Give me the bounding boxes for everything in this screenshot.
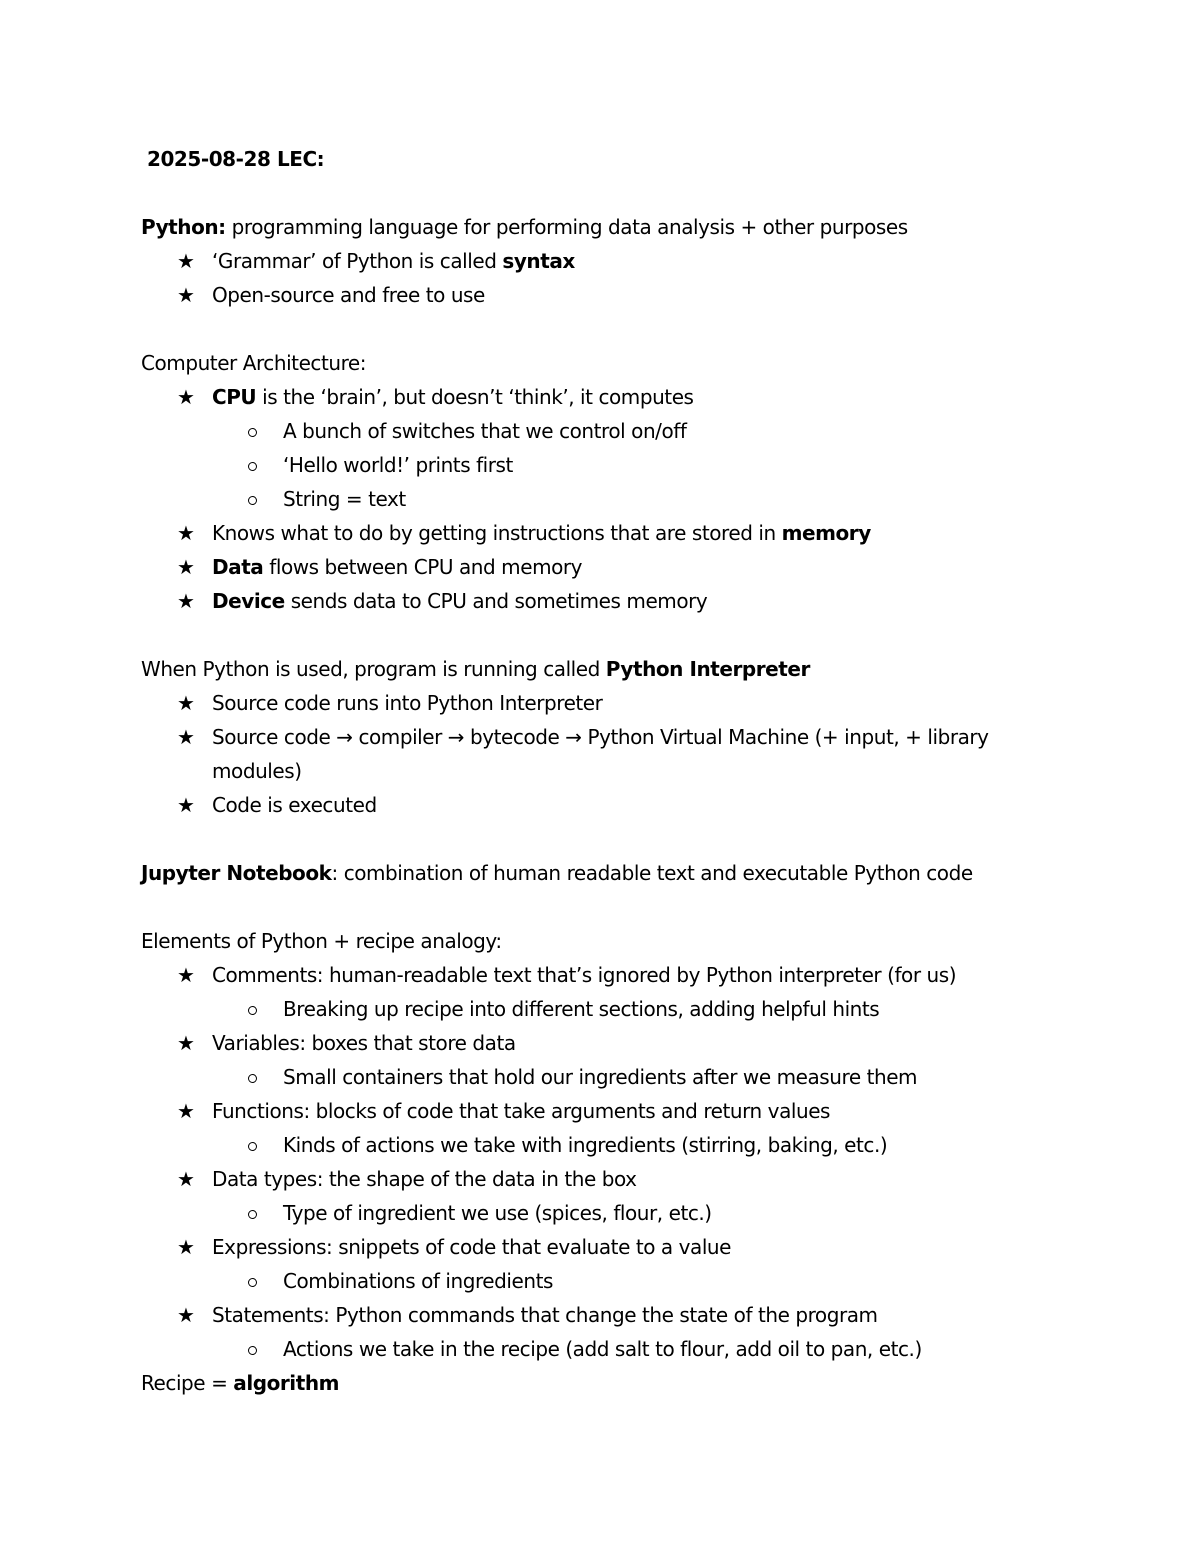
interpreter-paragraph <box>141 652 1061 686</box>
bullet-expressions <box>141 1230 1061 1264</box>
bullet-text: ‘Grammar’ of Python is called <box>212 249 503 273</box>
paragraph-bold: Python Interpreter <box>605 657 810 681</box>
sub-bullet-expressions <box>141 1264 1061 1298</box>
sub-bullet-text: A bunch of switches that we control on/off <box>283 419 687 443</box>
bullet-bold: memory <box>781 521 871 545</box>
spacer <box>141 176 1061 210</box>
bullet-bold: syntax <box>502 249 575 273</box>
circle-bullet-icon <box>248 462 257 471</box>
spacer <box>141 618 1061 652</box>
star-bullet-icon: ★ <box>177 521 195 545</box>
bullet-text: Expressions: snippets of code that evaluate to a value <box>212 1235 732 1259</box>
computer-architecture-heading: Computer Architecture: <box>141 351 367 375</box>
bullet-text: is the ‘brain’, but doesn’t ‘think’, it computes <box>256 385 694 409</box>
star-bullet-icon: ★ <box>177 963 195 987</box>
elements-heading: Elements of Python + recipe analogy: <box>141 929 502 953</box>
sub-bullet-comments <box>141 992 1061 1026</box>
sub-bullet-text: Breaking up recipe into different sections, adding helpful hints <box>283 997 880 1021</box>
bullet-text: Statements: Python commands that change the state of the program <box>212 1303 878 1327</box>
star-bullet-icon: ★ <box>177 725 195 749</box>
sub-bullet-text: Small containers that hold our ingredients after we measure them <box>283 1065 918 1089</box>
paragraph-text: : combination of human readable text and executable Python code <box>331 861 973 885</box>
bullet-bold: Data <box>212 555 264 579</box>
bullet-bold: CPU <box>212 385 257 409</box>
bullet-compile-flow <box>141 720 1061 788</box>
paragraph-bold: Jupyter Notebook <box>141 861 332 885</box>
star-bullet-icon: ★ <box>177 1303 195 1327</box>
star-bullet-icon: ★ <box>177 555 195 579</box>
document-page <box>141 142 1061 1400</box>
bullet-text: Open-source and free to use <box>212 283 485 307</box>
bullet-text: sends data to CPU and sometimes memory <box>284 589 708 613</box>
bullet-text: Comments: human-readable text that’s ignored by Python interpreter (for us) <box>212 963 957 987</box>
bullet-functions <box>141 1094 1061 1128</box>
bullet-memory <box>141 516 1061 550</box>
bullet-text: Variables: boxes that store data <box>212 1031 516 1055</box>
sub-bullet-hello-world <box>141 448 1061 482</box>
bullet-text: Knows what to do by getting instructions that are stored in <box>212 521 782 545</box>
sub-bullet-text: Kinds of actions we take with ingredients (stirring, baking, etc.) <box>283 1133 888 1157</box>
star-bullet-icon: ★ <box>177 691 195 715</box>
spacer <box>141 822 1061 856</box>
spacer <box>141 890 1061 924</box>
circle-bullet-icon <box>248 1278 257 1287</box>
bullet-text: Source code → compiler → bytecode → Python Virtual Machine (+ input, + library modules) <box>212 725 989 783</box>
star-bullet-icon: ★ <box>177 1235 195 1259</box>
bullet-text: Data types: the shape of the data in the box <box>212 1167 637 1191</box>
circle-bullet-icon <box>248 496 257 505</box>
star-bullet-icon: ★ <box>177 1031 195 1055</box>
bullet-data <box>141 550 1061 584</box>
bullet-comments <box>141 958 1061 992</box>
jupyter-paragraph <box>141 856 1061 890</box>
star-bullet-icon: ★ <box>177 283 195 307</box>
star-bullet-icon: ★ <box>177 249 195 273</box>
circle-bullet-icon <box>248 1142 257 1151</box>
bullet-text: Functions: blocks of code that take arguments and return values <box>212 1099 831 1123</box>
paragraph-bold: algorithm <box>233 1371 339 1395</box>
sub-bullet-text: ‘Hello world!’ prints first <box>283 453 513 477</box>
sub-bullet-switches <box>141 414 1061 448</box>
circle-bullet-icon <box>248 1074 257 1083</box>
circle-bullet-icon <box>248 1346 257 1355</box>
bullet-device <box>141 584 1061 618</box>
bullet-syntax <box>141 244 1061 278</box>
sub-bullet-text: String = text <box>283 487 406 511</box>
circle-bullet-icon <box>248 428 257 437</box>
sub-bullet-statements <box>141 1332 1061 1366</box>
sub-bullet-text: Type of ingredient we use (spices, flour, etc.) <box>283 1201 712 1225</box>
star-bullet-icon: ★ <box>177 793 195 817</box>
sub-bullet-functions <box>141 1128 1061 1162</box>
star-bullet-icon: ★ <box>177 1099 195 1123</box>
python-definition-text: programming language for performing data analysis + other purposes <box>225 215 908 239</box>
bullet-variables <box>141 1026 1061 1060</box>
bullet-executed <box>141 788 1061 822</box>
spacer <box>141 312 1061 346</box>
python-term: Python: <box>141 215 226 239</box>
bullet-source-code <box>141 686 1061 720</box>
recipe-line <box>141 1366 1061 1400</box>
bullet-text: Code is executed <box>212 793 377 817</box>
sub-bullet-variables <box>141 1060 1061 1094</box>
bullet-bold: Device <box>212 589 285 613</box>
sub-bullet-text: Combinations of ingredients <box>283 1269 553 1293</box>
sub-bullet-text: Actions we take in the recipe (add salt to flour, add oil to pan, etc.) <box>283 1337 922 1361</box>
star-bullet-icon: ★ <box>177 385 195 409</box>
python-definition <box>141 210 1061 244</box>
paragraph-text: When Python is used, program is running called <box>141 657 606 681</box>
circle-bullet-icon <box>248 1006 257 1015</box>
star-bullet-icon: ★ <box>177 1167 195 1191</box>
bullet-text: Source code runs into Python Interpreter <box>212 691 603 715</box>
bullet-open-source <box>141 278 1061 312</box>
star-bullet-icon: ★ <box>177 589 195 613</box>
circle-bullet-icon <box>248 1210 257 1219</box>
bullet-data-types <box>141 1162 1061 1196</box>
paragraph-text: Recipe = <box>141 1371 234 1395</box>
sub-bullet-data-types <box>141 1196 1061 1230</box>
sub-bullet-string <box>141 482 1061 516</box>
bullet-text: flows between CPU and memory <box>263 555 583 579</box>
lecture-title: 2025-08-28 LEC: <box>147 147 325 171</box>
bullet-statements <box>141 1298 1061 1332</box>
bullet-cpu <box>141 380 1061 414</box>
